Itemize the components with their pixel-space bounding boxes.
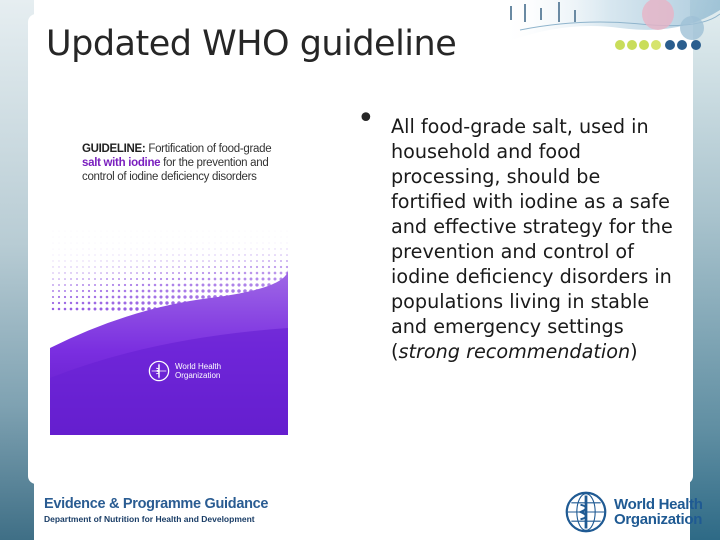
bullet-marker: • — [357, 101, 375, 136]
bullet-text — [391, 114, 681, 364]
footer-who-logo — [564, 490, 703, 534]
cover-guideline-label: GUIDELINE: — [82, 143, 146, 155]
cover-title — [82, 142, 288, 184]
cover-highlight: salt with iodine — [82, 157, 161, 169]
footer-program-branding — [44, 496, 268, 524]
footer-who-name: World Health Organization — [614, 496, 703, 528]
header-decoration — [500, 0, 720, 70]
slide-title: Updated WHO guideline — [46, 24, 457, 64]
guideline-cover-image — [50, 130, 288, 435]
right-decorative-bar — [690, 0, 720, 540]
bullet-body: All food-grade salt, used in household and food processing, should be fortified with iodine as a safe and effective strategy for the prevention and control of iodine deficiency disorders in populations living in stable and emergency settings ( — [391, 115, 673, 363]
cover-line-1: Fortification of food-grade — [145, 143, 272, 155]
cover-who-name: World Health Organization — [175, 362, 222, 380]
cover-who-logo — [148, 360, 221, 382]
who-emblem-icon — [148, 360, 170, 382]
bullet-closing: ) — [630, 340, 638, 363]
cover-purple-art — [50, 228, 288, 435]
bullet-emphasis: strong recommendation — [398, 340, 631, 363]
cover-line-2: for the prevention and control of iodine deficiency disorders — [82, 157, 269, 183]
footer-program-name: Evidence & Programme Guidance — [44, 496, 269, 512]
who-emblem-icon — [564, 490, 608, 534]
footer-department: Department of Nutrition for Health and Development — [44, 514, 255, 524]
